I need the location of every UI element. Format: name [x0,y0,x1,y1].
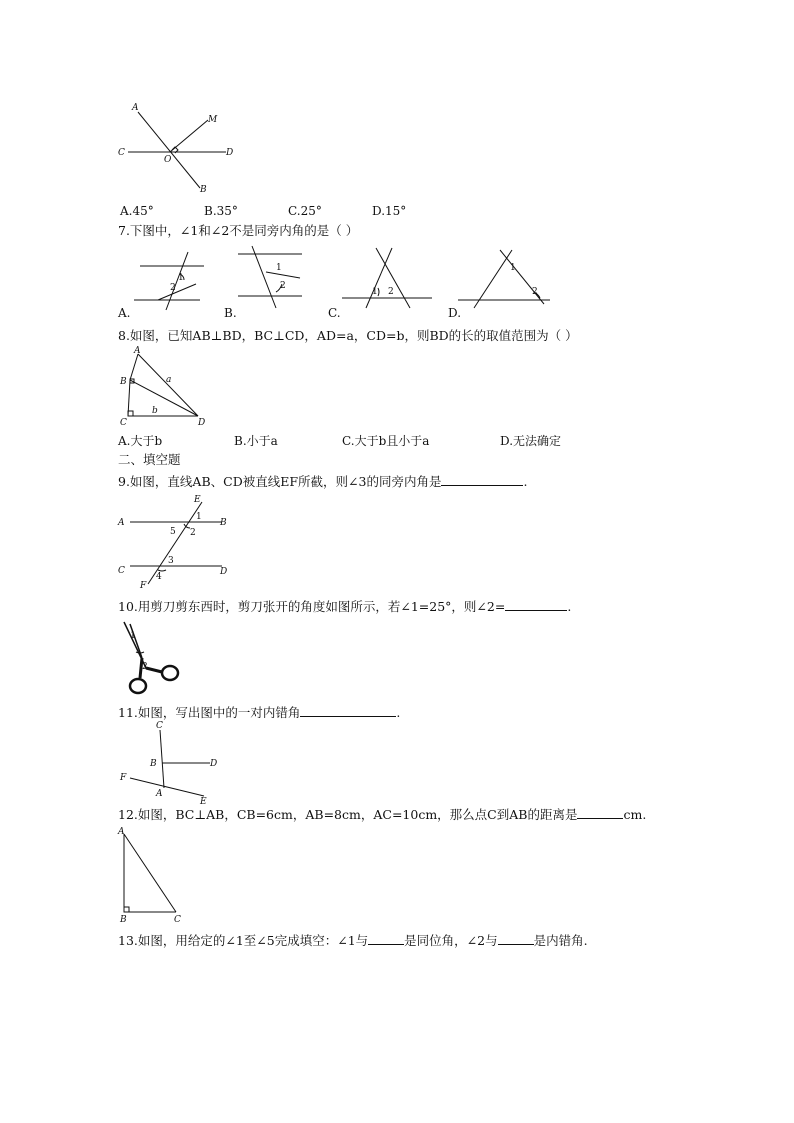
q11-label-b: B [150,759,157,769]
q12-end: cm. [623,807,647,822]
q6-figure [118,100,238,195]
q11-question [118,704,400,721]
q9-angle-3: 3 [168,556,174,566]
q13-text-a: 13.如图，用给定的∠1至∠5完成填空：∠1与 [118,933,369,948]
q12-label-a: A [118,827,125,837]
q6-option-c: C.25° [288,204,322,218]
q9-angle-1: 1 [196,512,202,522]
q8-option-c: C.大于b且小于a [342,434,430,448]
q7-b-label-1: 1 [276,263,282,273]
q7-option-c: C. [328,306,341,320]
q9-label-a: A [118,518,125,528]
q11-label-c: C [156,721,163,731]
q7-b-label-2: 2 [280,281,286,291]
q12-question [118,806,646,823]
q13-answer-blank-1[interactable] [368,932,404,945]
q8-side-ad [138,354,198,416]
q7-option-a: A. [118,306,131,320]
q8-label-d: D [198,418,206,428]
q9-angle-2: 2 [190,528,196,538]
q11-line-ca [160,730,164,788]
q8-side-bd [130,380,198,416]
q11-text: 11.如图，写出图中的一对内错角 [118,705,301,720]
q12-label-b: B [120,915,127,925]
q12-right-angle-b [124,907,129,912]
q9-text: 9.如图，直线AB、CD被直线EF所截，则∠3的同旁内角是 [118,474,442,489]
q6-label-a: A [132,103,139,113]
section-title-fill-in: 二、填空题 [118,452,181,467]
q12-text: 12.如图，BC⊥AB，CB=6cm，AB=8cm，AC=10cm，那么点C到AB的距离是 [118,807,578,822]
q8-label-a: A [134,346,141,356]
q7-c-label-1: 1 [372,287,378,297]
q7-option-b: B. [224,306,237,320]
q12-label-c: C [174,915,181,925]
q11-end: . [396,705,401,720]
q10-ring-left [130,679,146,693]
q11-answer-blank[interactable] [300,704,396,717]
q6-line-ab [138,112,200,188]
q7-option-d: D. [448,306,462,320]
q7-question: 7.下图中，∠1和∠2不是同旁内角的是（ ） [118,223,359,238]
q10-question [118,598,571,615]
q13-answer-blank-2[interactable] [498,932,534,945]
q7-d-label-2: 2 [532,287,538,297]
q11-label-d: D [210,759,218,769]
q8-label-side-b: b [152,406,158,416]
q7-a-label-1: 1 [178,273,184,283]
q11-label-e: E [200,797,207,807]
q7-a-label-2: 2 [170,283,176,293]
q9-label-f: F [140,581,147,591]
q8-side-ab [130,354,138,380]
q10-angle-2: 2 [142,662,148,672]
q6-option-b: B.35° [204,204,238,218]
q6-label-c: C [118,148,125,158]
q7-d-label-1: 1 [510,263,516,273]
q9-figure [118,494,238,589]
q12-answer-blank[interactable] [577,806,623,819]
q9-label-d: D [220,567,228,577]
q10-answer-blank[interactable] [505,598,567,611]
q9-question [118,473,527,490]
q8-option-d: D.无法确定 [500,434,562,448]
q9-label-e: E [194,495,201,505]
q9-angle-4: 4 [156,572,162,582]
q8-option-a: A.大于b [118,434,163,448]
q11-figure [118,720,228,805]
q7-c-label-2: 2 [388,287,394,297]
q8-right-angle-c [128,411,133,416]
q11-label-a: A [156,789,163,799]
q8-option-b: B.小于a [234,434,278,448]
q9-label-b: B [220,518,227,528]
q8-figure [118,346,218,428]
q11-line-fe [130,778,204,796]
q10-scissors-figure [118,620,188,696]
q8-label-c: C [120,418,127,428]
q10-end: . [567,599,572,614]
q13-question [118,932,588,949]
q6-label-o: O [164,155,172,165]
q10-handle-right [146,668,162,672]
q8-label-side-a: a [166,375,172,385]
q12-figure [116,826,196,926]
q12-side-ac [124,834,176,912]
q8-question: 8.如图，已知AB⊥BD，BC⊥CD，AD=a，CD=b，则BD的长的取值范围为（ ） [118,328,578,343]
q13-text-c: 是内错角. [533,933,588,948]
q11-label-f: F [120,773,127,783]
q10-text: 10.用剪刀剪东西时，剪刀张开的角度如图所示，若∠1=25°，则∠2= [118,599,506,614]
q6-label-b: B [200,185,207,195]
q6-option-d: D.15° [372,204,407,218]
q9-end: . [523,474,528,489]
q6-label-d: D [226,148,234,158]
q10-angle-1: 1 [130,631,136,641]
q6-option-a: A.45° [120,204,154,218]
q9-angle-5: 5 [170,527,176,537]
q9-answer-blank[interactable] [441,473,523,486]
q6-label-m: M [208,115,218,125]
q13-text-b: 是同位角，∠2与 [404,933,498,948]
q10-ring-right [162,666,178,680]
q8-label-b: B [120,377,127,387]
q9-label-c: C [118,566,125,576]
